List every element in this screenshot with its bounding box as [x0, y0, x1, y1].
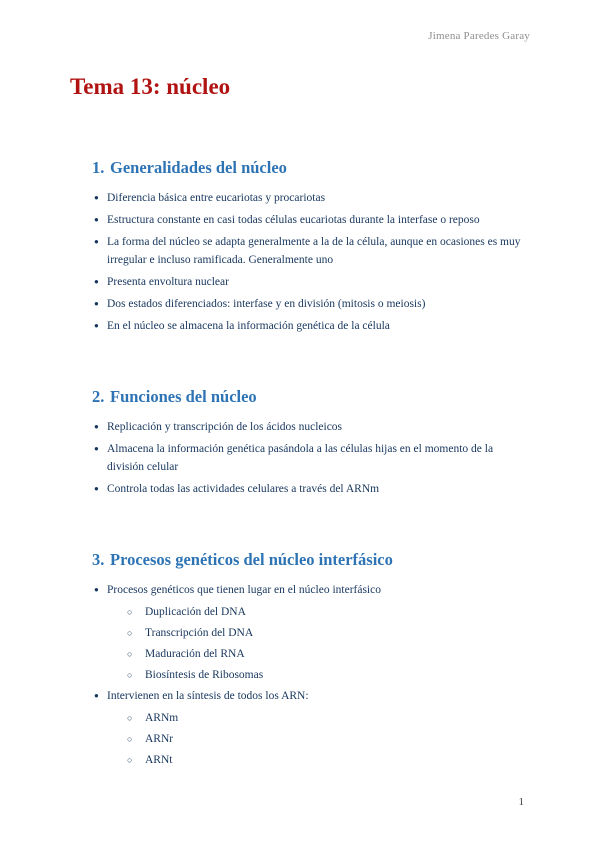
list-item: [92, 687, 530, 705]
list-item-text: Presenta envoltura nuclear: [107, 276, 229, 288]
list-item: [92, 211, 530, 229]
section-heading-text: Funciones del núcleo: [110, 387, 257, 406]
section-procesos-geneticos: [70, 550, 530, 769]
list-item-text: Intervienen en la síntesis de todos los ARN:: [107, 690, 309, 702]
bullet-list: [92, 189, 530, 335]
circle-bullet-icon: ○: [127, 755, 133, 765]
sub-list-item-text: Biosíntesis de Ribosomas: [145, 669, 264, 681]
sub-list-item: [125, 709, 530, 727]
bullet-icon: ●: [94, 585, 99, 594]
page-footer: [519, 796, 525, 808]
section-heading-text: Procesos genéticos del núcleo interfásico: [110, 550, 393, 569]
list-item: [92, 295, 530, 313]
list-item-text: Procesos genéticos que tienen lugar en el núcleo interfásico: [107, 584, 381, 596]
sub-list-item-text: Transcripción del DNA: [145, 627, 254, 639]
sub-list-item: [125, 730, 530, 748]
list-item: [92, 273, 530, 291]
author-name: Jimena Paredes Garay: [428, 30, 530, 42]
list-item-text: Estructura constante en casi todas células eucariotas durante la interfase o reposo: [107, 214, 480, 226]
sub-list-item: [125, 624, 530, 642]
circle-bullet-icon: ○: [127, 649, 133, 659]
list-item-text: En el núcleo se almacena la información genética de la célula: [107, 320, 390, 332]
sub-list-item: [125, 751, 530, 769]
page-header: [70, 30, 530, 42]
list-item-text: Controla todas las actividades celulares a través del ARNm: [107, 483, 380, 495]
bullet-icon: ●: [94, 484, 99, 493]
list-item: [92, 233, 530, 269]
section-heading: [92, 158, 530, 178]
sub-list-item-text: Duplicación del DNA: [145, 606, 246, 618]
bullet-list: [92, 581, 530, 769]
list-item: [92, 418, 530, 436]
circle-bullet-icon: ○: [127, 734, 133, 744]
bullet-icon: ●: [94, 193, 99, 202]
sub-list-item-text: ARNt: [145, 754, 173, 766]
section-heading: [92, 550, 530, 570]
list-item-text: La forma del núcleo se adapta generalmente a la de la célula, aunque en ocasiones es muy irregular e incluso ramificada. Generalmente uno: [107, 236, 521, 266]
list-item-text: Almacena la información genética pasándola a las células hijas en el momento de la división celular: [107, 443, 494, 473]
bullet-icon: ●: [94, 299, 99, 308]
list-item: [92, 189, 530, 207]
section-funciones: [70, 387, 530, 498]
list-item: [92, 581, 530, 599]
sub-list-item: [125, 645, 530, 663]
circle-bullet-icon: ○: [127, 607, 133, 617]
circle-bullet-icon: ○: [127, 670, 133, 680]
document-title: Tema 13: núcleo: [70, 74, 231, 99]
list-item: [92, 440, 530, 476]
bullet-icon: ●: [94, 422, 99, 431]
section-heading-text: Generalidades del núcleo: [110, 158, 287, 177]
section-number: 2.: [92, 387, 105, 406]
bullet-icon: ●: [94, 691, 99, 700]
section-generalidades: [70, 158, 530, 335]
sub-list-item: [125, 603, 530, 621]
list-item-text: Dos estados diferenciados: interfase y en división (mitosis o meiosis): [107, 298, 426, 310]
list-item-text: Diferencia básica entre eucariotas y procariotas: [107, 192, 326, 204]
sub-list-item-text: ARNr: [145, 733, 174, 745]
list-item-text: Replicación y transcripción de los ácidos nucleicos: [107, 421, 343, 433]
list-item: [92, 317, 530, 335]
bullet-icon: ●: [94, 321, 99, 330]
bullet-icon: ●: [94, 237, 99, 246]
sub-list-item-text: ARNm: [145, 712, 179, 724]
section-heading: [92, 387, 530, 407]
bullet-icon: ●: [94, 444, 99, 453]
section-number: 3.: [92, 550, 105, 569]
sub-list-item-text: Maduración del RNA: [145, 648, 245, 660]
bullet-icon: ●: [94, 215, 99, 224]
circle-bullet-icon: ○: [127, 628, 133, 638]
bullet-list: [92, 418, 530, 498]
page-number: 1: [518, 796, 524, 808]
list-item: [92, 480, 530, 498]
sub-list-item: [125, 666, 530, 684]
circle-bullet-icon: ○: [127, 713, 133, 723]
section-number: 1.: [92, 158, 105, 177]
bullet-icon: ●: [94, 277, 99, 286]
